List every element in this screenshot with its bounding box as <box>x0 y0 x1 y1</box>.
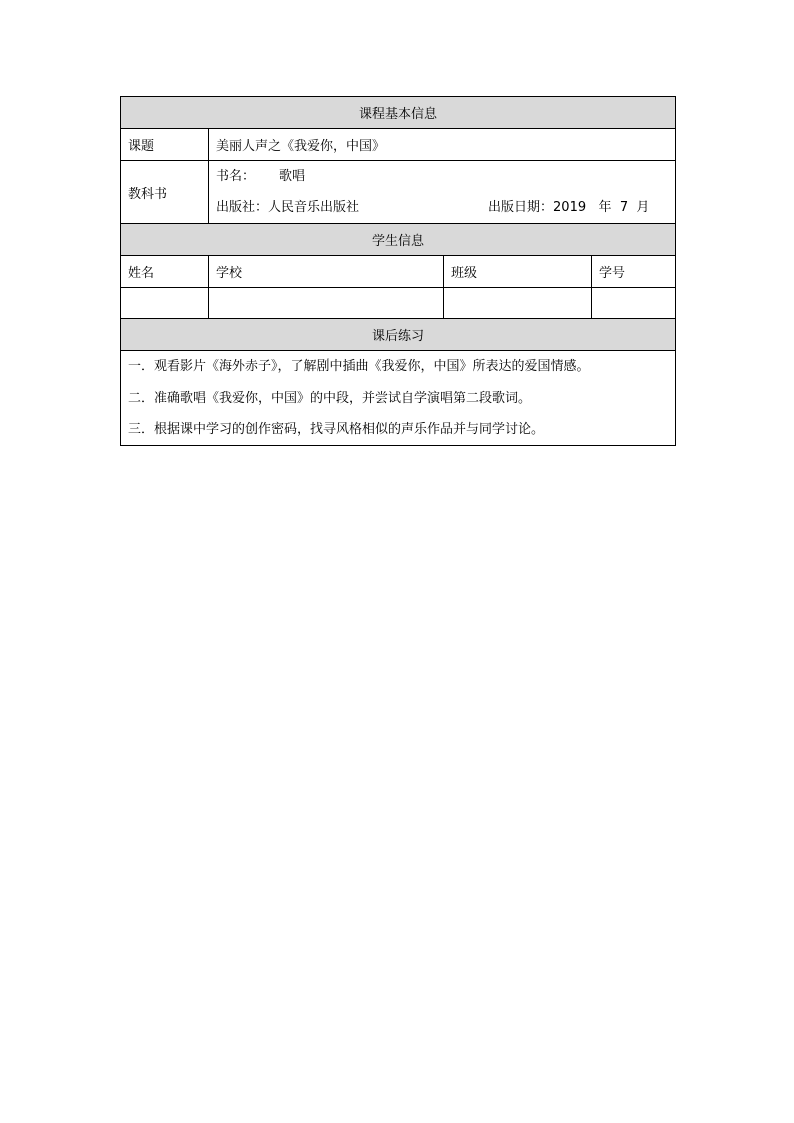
topic-value: 美丽人声之《我爱你，中国》 <box>209 129 676 161</box>
student-name-header: 姓名 <box>121 256 209 288</box>
homework-item: 一．观看影片《海外赤子》，了解剧中插曲《我爱你，中国》所表达的爱国情感。 <box>128 359 590 375</box>
publisher <box>216 192 488 223</box>
student-class-header: 班级 <box>444 256 592 288</box>
publication-date <box>488 192 668 223</box>
textbook-label: 教科书 <box>121 161 209 224</box>
homework-content <box>121 351 676 446</box>
student-info-header: 学生信息 <box>121 224 676 256</box>
publisher-line <box>216 192 668 223</box>
student-class-cell <box>444 288 592 319</box>
homework-header: 课后练习 <box>121 319 676 351</box>
topic-label: 课题 <box>121 129 209 161</box>
book-name-line <box>216 161 668 192</box>
student-id-cell <box>592 288 676 319</box>
student-school-cell <box>209 288 444 319</box>
pub-date-label: 出版日期： <box>488 200 554 215</box>
publisher-label: 出版社： <box>216 200 269 215</box>
book-name-value: 歌唱 <box>279 169 306 184</box>
pub-month: 7 <box>619 200 629 215</box>
course-info-table <box>120 96 676 446</box>
publisher-value: 人民音乐出版社 <box>268 200 360 215</box>
year-unit: 年 <box>598 200 612 215</box>
textbook-details <box>209 161 676 224</box>
month-unit: 月 <box>636 200 650 215</box>
homework-item: 三．根据课中学习的创作密码，找寻风格相似的声乐作品并与同学讨论。 <box>128 421 545 437</box>
student-school-header: 学校 <box>209 256 444 288</box>
homework-item: 二．准确歌唱《我爱你，中国》的中段，并尝试自学演唱第二段歌词。 <box>128 390 532 406</box>
student-name-cell <box>121 288 209 319</box>
course-info-header: 课程基本信息 <box>121 97 676 129</box>
book-name-label: 书名： <box>216 169 256 184</box>
student-id-header: 学号 <box>592 256 676 288</box>
pub-year: 2019 <box>553 200 587 215</box>
